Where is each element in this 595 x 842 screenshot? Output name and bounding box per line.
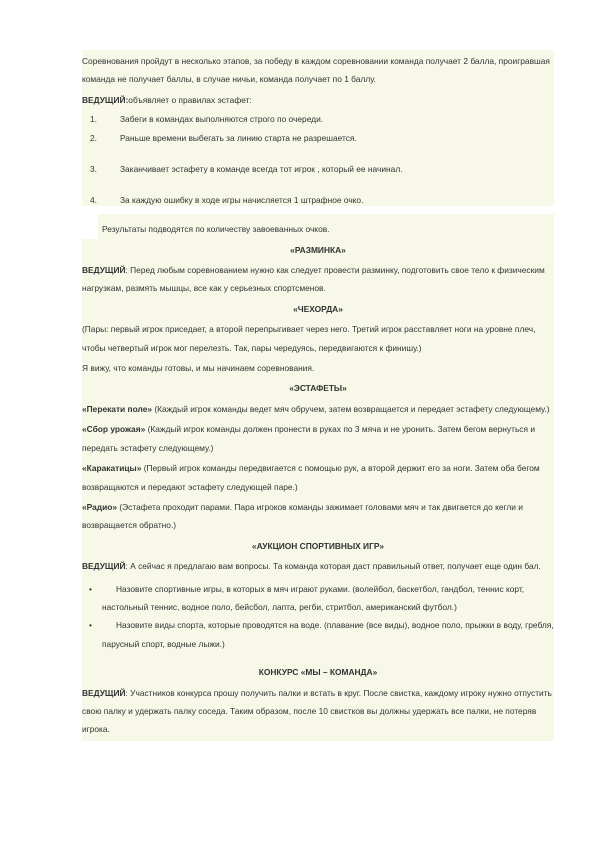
host-label: ВЕДУЩИЙ:	[82, 94, 129, 105]
team-paragraph	[82, 684, 554, 739]
auction-paragraph	[82, 557, 554, 575]
leapfrog-text: (Пары: первый игрок приседает, а второй перепрыгивает через него. Третий игрок расставляет ноги на уровне плеч, чтобы четвертый игрок мог перелезть. Так, пары чередуясь, передвигаются к финишу.)	[82, 324, 536, 353]
rule-item	[82, 194, 554, 206]
rule-number: 3.	[90, 164, 97, 175]
question-item	[82, 580, 554, 617]
auction-questions	[82, 580, 554, 654]
intro-paragraph: Соревнования пройдут в несколько этапов, за победу в каждом соревновании команда получает 2 балла, проигравшая команда не получает баллы, в случае ничьи, команда получает по 1 баллу.	[82, 56, 550, 85]
auction-host-label: ВЕДУЩИЙ	[82, 561, 126, 572]
auction-text: : А сейчас я предлагаю вам вопросы. Та команда которая даст правильный ответ, получает еще один бал.	[125, 561, 541, 572]
rule-number: 2.	[90, 133, 97, 144]
team-title: КОНКУРС «МЫ – КОМАНДА»	[258, 667, 378, 678]
bullet-icon: •	[89, 583, 92, 594]
rule-number: 4.	[90, 195, 97, 206]
rules-list	[82, 113, 554, 206]
ready-text: Я вижу, что команды готовы, и мы начинаем соревнования.	[82, 363, 315, 374]
rules-intro-text: объявляет о правилах эстафет:	[128, 94, 252, 105]
relay-item	[82, 420, 554, 457]
question-item	[82, 616, 554, 653]
rule-text: Раньше времени выбегать за линию старта не разрешается.	[120, 133, 357, 144]
relay-title: «ЭСТАФЕТЫ»	[289, 383, 347, 394]
relay-text: (Эстафета проходит парами. Пара игроков команды зажимает головами мяч и так двигается до кегли и возвращается обратно.)	[82, 501, 523, 531]
rule-text: За каждую ошибку в ходе игры начисляется 1 штрафное очко.	[120, 195, 364, 206]
question-text: Назовите виды спорта, которые проводятся на воде. (плавание (все виды), водное поло, прыжки в воду, гребля, парусный спорт, водные лыжи.)	[102, 620, 554, 649]
bullet-icon: •	[89, 620, 92, 631]
relay-text: (Первый игрок команды передвигается с помощью рук, а второй держит его за ноги. Затем оба бегом возвращаются и передают эстафету следующей паре.)	[82, 463, 540, 492]
relay-name: «Радио»	[82, 501, 118, 512]
relay-name: «Каракатицы»	[82, 463, 142, 474]
relay-text: (Каждый игрок команды ведет мяч обручем, затем возвращается и передает эстафету следующему.)	[152, 403, 550, 414]
rule-item	[82, 113, 554, 125]
rule-item	[82, 132, 554, 144]
results-text: Результаты подводятся по количеству завоеванных очков.	[102, 224, 330, 235]
question-text: Назовите спортивные игры, в которых в мяч играют руками. (волейбол, баскетбол, гандбол, теннис корт, настольный теннис, водное поло, бейсбол, лапта, регби, стритбол, американский футбол.)	[102, 583, 525, 612]
relay-item	[82, 400, 554, 418]
document-page	[82, 50, 554, 741]
relay-name: «Сбор урожая»	[82, 424, 146, 435]
team-host-label: ВЕДУЩИЙ	[82, 687, 126, 698]
relay-text: (Каждый игрок команды должен пронести в руках по 3 мяча и не уронить. Затем бегом вернуться и передать эстафету следующему.)	[82, 424, 536, 453]
warmup-title: «РАЗМИНКА»	[290, 244, 346, 255]
results-block	[98, 214, 554, 238]
main-block	[82, 239, 554, 741]
warmup-paragraph	[82, 261, 554, 298]
leapfrog-title: «ЧЕХОРДА»	[293, 303, 343, 314]
rules-intro-paragraph	[82, 91, 554, 109]
relay-item	[82, 459, 554, 496]
team-text: : Участников конкурса прошу получить палки и встать в круг. После свистка, каждому игроку нужно отпустить свою палку и удержать палку соседа. Таким образом, после 10 свистков вы должны удержать все палки, не потеряв игрока.	[82, 687, 552, 735]
relay-item	[82, 498, 554, 535]
auction-title: «АУКЦИОН СПОРТИВНЫХ ИГР»	[251, 540, 385, 551]
warmup-text: : Перед любым соревнованием нужно как следует провести разминку, подготовить свое тело к физическим нагрузкам, размять мышцы, все как у серьезных спортсменов.	[82, 265, 545, 294]
warmup-host-label: ВЕДУЩИЙ	[82, 265, 126, 276]
rule-number: 1.	[90, 114, 97, 125]
intro-block	[82, 50, 554, 206]
rule-item	[82, 163, 554, 175]
rule-text: Забеги в командах выполняются строго по очереди.	[120, 114, 324, 125]
relay-name: «Перекати поле»	[82, 403, 153, 414]
rule-text: Заканчивает эстафету в команде всегда тот игрок , который ее начинал.	[120, 164, 403, 175]
